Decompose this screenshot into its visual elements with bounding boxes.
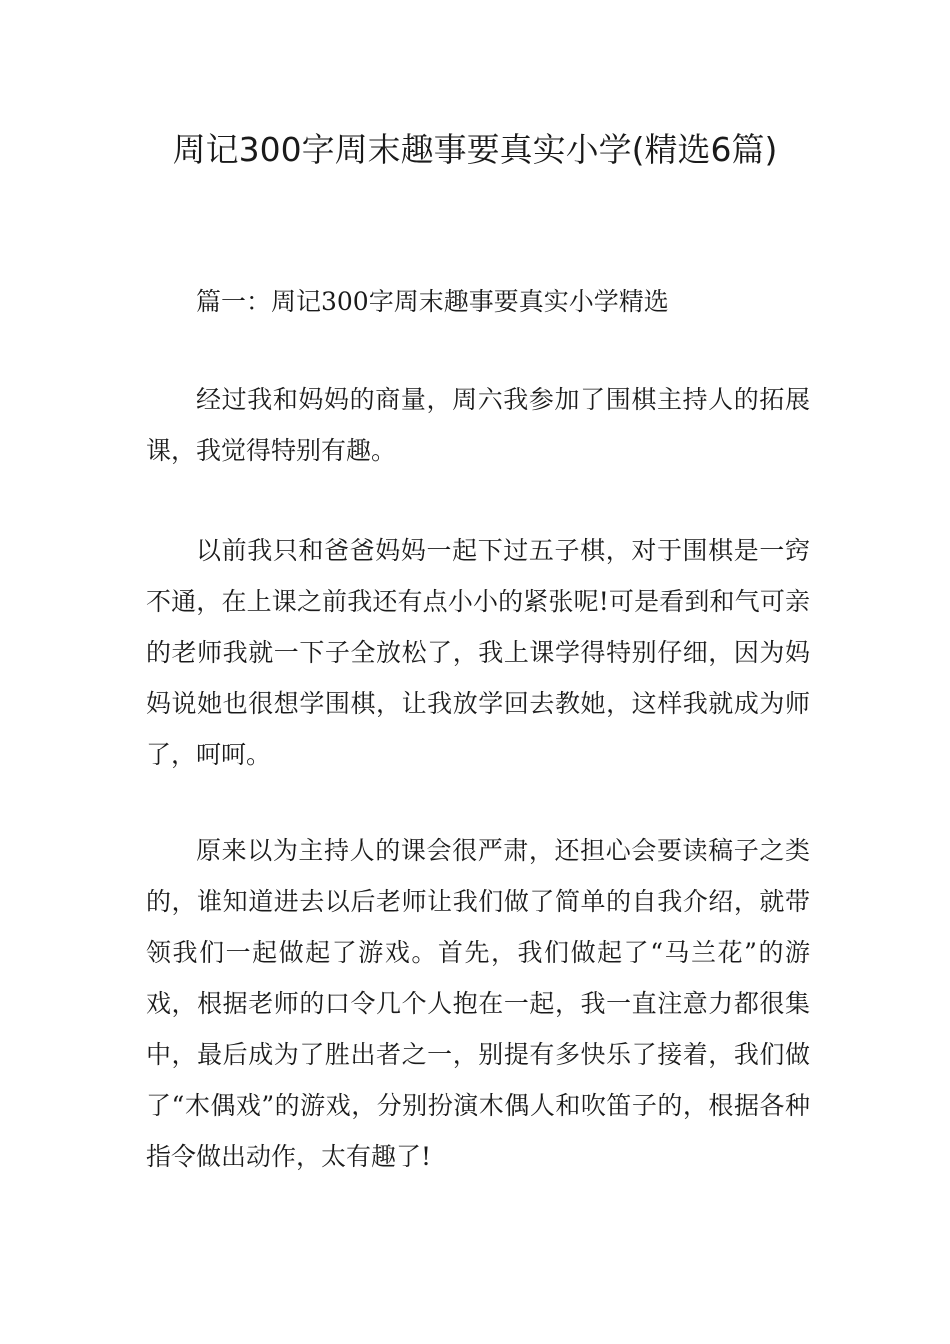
paragraph-3: 原来以为主持人的课会很严肃，还担心会要读稿子之类的，谁知道进去以后老师让我们做了简单的自我介绍，就带领我们一起做起了游戏。首先，我们做起了“马兰花”的游戏，根据老师的口令几个人抱在一起，我一直注意力都很集中，最后成为了胜出者之一，别提有多快乐了接着，我们做了“木偶戏”的游戏，分别扮演木偶人和吹笛子的，根据各种指令做出动作，太有趣了! bbox=[146, 836, 810, 1171]
section-heading: 篇一：周记300字周末趣事要真实小学精选 bbox=[196, 287, 669, 316]
document-title: 周记300字周末趣事要真实小学(精选6篇) bbox=[172, 130, 778, 169]
paragraph-2: 以前我只和爸爸妈妈一起下过五子棋，对于围棋是一窍不通，在上课之前我还有点小小的紧张呢!可是看到和气可亲的老师我就一下子全放松了，我上课学得特别仔细，因为妈妈说她也很想学围棋，让我放学回去教她，这样我就成为师了，呵呵。 bbox=[146, 536, 810, 769]
paragraph-1: 经过我和妈妈的商量，周六我参加了围棋主持人的拓展课，我觉得特别有趣。 bbox=[146, 385, 810, 465]
